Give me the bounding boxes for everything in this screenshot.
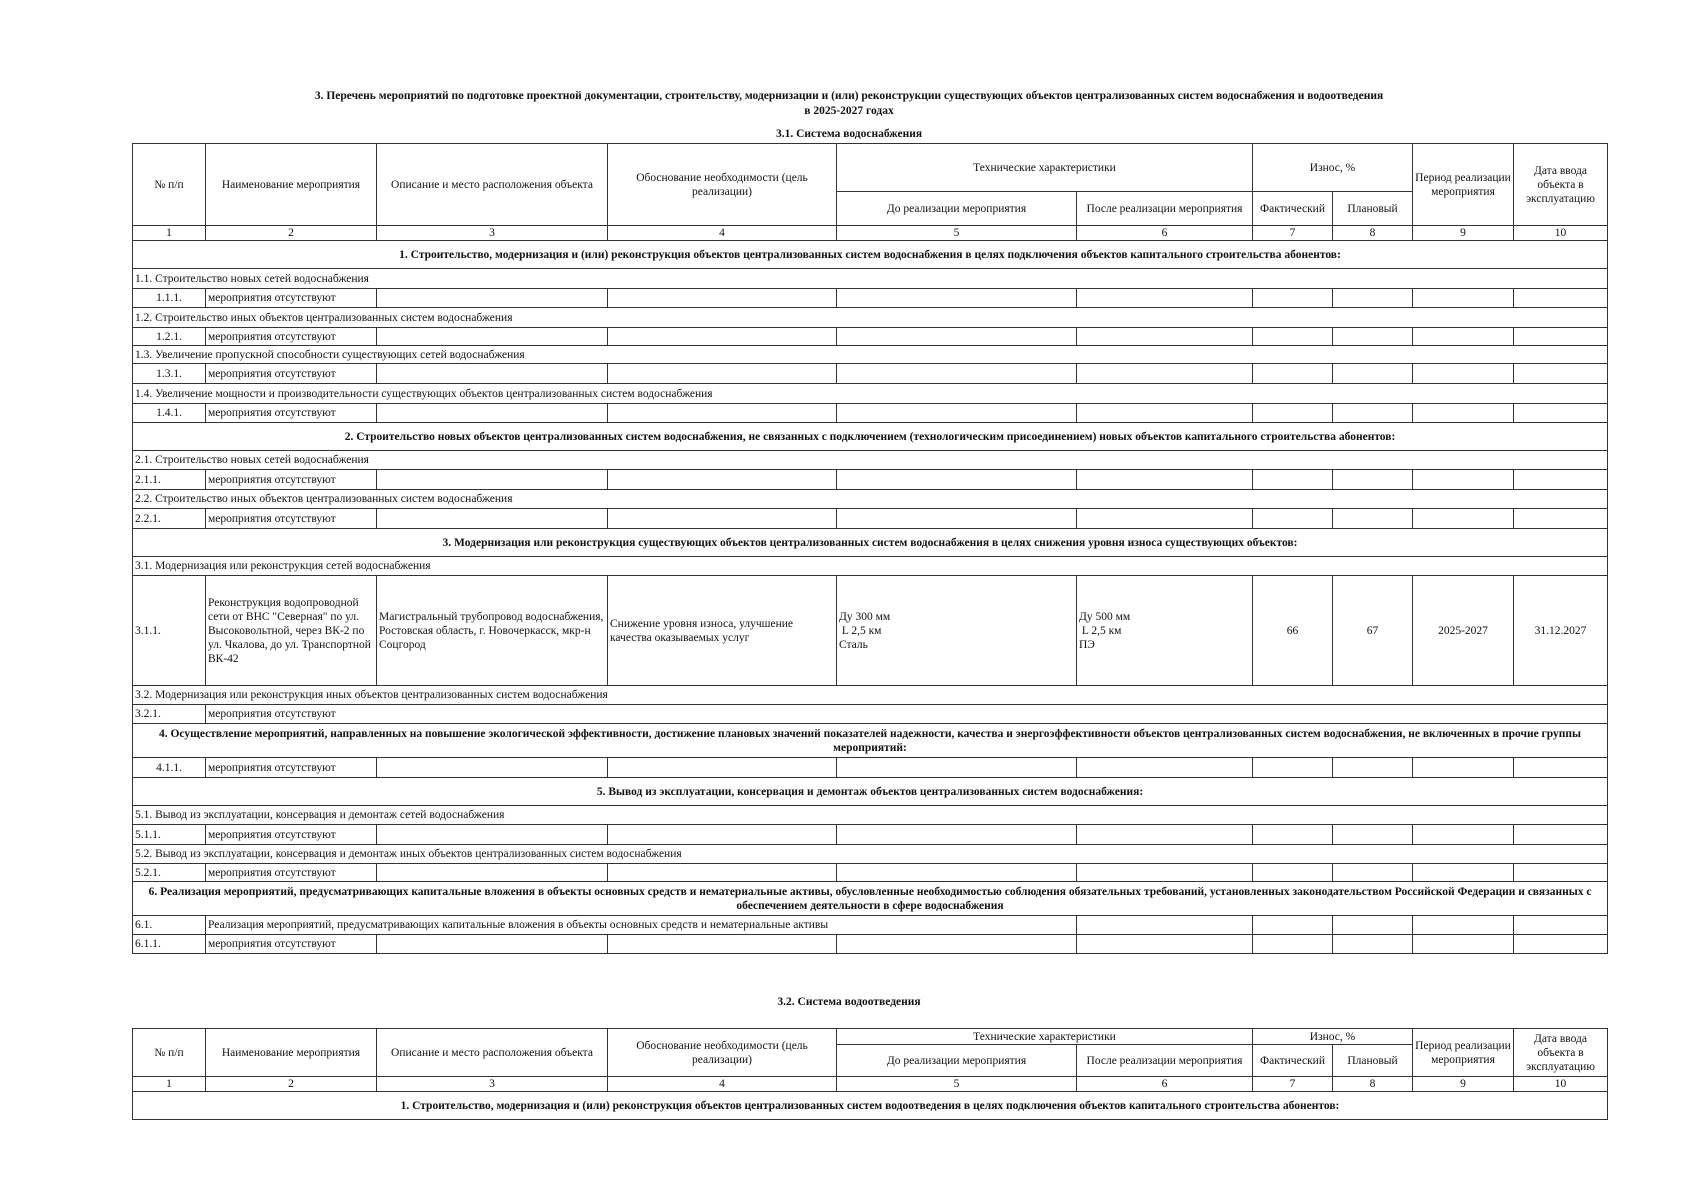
row-number: 1.1.1. <box>133 289 206 308</box>
group-heading: 4. Осуществление мероприятий, направленных на повышение экологической эффективности, достижение плановых значений показателей надежности, качества и энергоэффективности объектов централизованных систем водоснабжения, не включенных в прочие группы мероприятий: <box>133 724 1608 758</box>
row-name: Реализация мероприятий, предусматривающих капитальные вложения в объекты основных средств и нематериальные активы <box>206 916 1077 935</box>
row-period: 2025-2027 <box>1413 576 1514 686</box>
header-tech-before: До реализации мероприятия <box>837 1045 1077 1077</box>
header-num: № п/п <box>133 144 206 226</box>
col-number: 10 <box>1514 1077 1608 1092</box>
group-heading: 6. Реализация мероприятий, предусматривающих капитальные вложения в объекты основных средств и нематериальные активы, обусловленные необходимостью соблюдения обязательных требований, установленных законодательством Российской Федерации и связанных с обеспечением деятельности в сфере водоснабжения <box>133 882 1608 916</box>
row-number: 2.2.1. <box>133 509 206 529</box>
header-description: Описание и место расположения объекта <box>377 1029 608 1077</box>
header-wear: Износ, % <box>1253 1029 1413 1045</box>
col-number: 1 <box>133 226 206 241</box>
col-number: 8 <box>1333 226 1413 241</box>
tech-after-diameter: Ду 500 мм <box>1079 610 1131 623</box>
row-commission: 31.12.2027 <box>1514 576 1608 686</box>
col-number: 6 <box>1077 1077 1253 1092</box>
col-number: 4 <box>608 226 837 241</box>
header-justification: Обоснование необходимости (цель реализации) <box>608 1029 837 1077</box>
col-number: 10 <box>1514 226 1608 241</box>
row-number: 5.2.1. <box>133 864 206 882</box>
header-description: Описание и место расположения объекта <box>377 144 608 226</box>
row-name: мероприятия отсутствуют <box>206 470 377 490</box>
row-name: мероприятия отсутствуют <box>206 705 1608 724</box>
document-title-line2: в 2025-2027 годах <box>804 105 894 117</box>
header-tech: Технические характеристики <box>837 144 1253 192</box>
row-number: 3.1.1. <box>133 576 206 686</box>
row-tech-after <box>1077 576 1253 686</box>
header-wear-planned: Плановый <box>1333 192 1413 226</box>
row-description: Магистральный трубопровод водоснабжения, Ростовская область, г. Новочеркасск, мкр-н Соцгород <box>377 576 608 686</box>
header-tech-before: До реализации мероприятия <box>837 192 1077 226</box>
col-number: 3 <box>377 226 608 241</box>
tech-before-diameter: Ду 300 мм <box>839 610 891 623</box>
row-number: 5.1.1. <box>133 825 206 845</box>
row-name: мероприятия отсутствуют <box>206 864 377 882</box>
row-name: мероприятия отсутствуют <box>206 935 377 954</box>
header-wear: Износ, % <box>1253 144 1413 192</box>
row-number: 1.2.1. <box>133 328 206 346</box>
group-heading: 1. Строительство, модернизация и (или) реконструкция объектов централизованных систем водоснабжения в целях подключения объектов капитального строительства абонентов: <box>133 241 1608 269</box>
row-number: 4.1.1. <box>133 758 206 778</box>
group-heading: 1. Строительство, модернизация и (или) реконструкция объектов централизованных систем водоотведения в целях подключения объектов капитального строительства абонентов: <box>133 1092 1608 1120</box>
group-heading: 3. Модернизация или реконструкция существующих объектов централизованных систем водоснабжения в целях снижения уровня износа существующих объектов: <box>133 529 1608 557</box>
group-heading: 5. Вывод из эксплуатации, консервация и демонтаж объектов централизованных систем водоснабжения: <box>133 778 1608 806</box>
tech-after-length: L 2,5 км <box>1079 624 1122 637</box>
subsection-heading: 1.2. Строительство иных объектов централизованных систем водоснабжения <box>133 308 1608 328</box>
tech-before-material: Сталь <box>839 638 868 651</box>
col-number: 5 <box>837 1077 1077 1092</box>
subsection-heading: 2.2. Строительство иных объектов централизованных систем водоснабжения <box>133 490 1608 509</box>
row-number: 6.1. <box>133 916 206 935</box>
section-title-water: 3.1. Система водоснабжения <box>775 128 923 140</box>
col-number: 1 <box>133 1077 206 1092</box>
subsection-heading: 3.1. Модернизация или реконструкция сетей водоснабжения <box>133 557 1608 576</box>
header-commission: Дата ввода объекта в эксплуатацию <box>1514 144 1608 226</box>
row-name: Реконструкция водопроводной сети от ВНС "Северная" по ул. Высоковольтной, через ВК-2 по ул. Чкалова, до ул. Транспортной ВК-42 <box>206 576 377 686</box>
header-period: Период реализации мероприятия <box>1413 1029 1514 1077</box>
row-wear-actual: 66 <box>1253 576 1333 686</box>
water-measures-table <box>132 143 1608 954</box>
header-tech-after: После реализации мероприятия <box>1077 1045 1253 1077</box>
header-wear-actual: Фактический <box>1253 192 1333 226</box>
sewer-measures-table <box>132 1028 1608 1120</box>
row-name: мероприятия отсутствуют <box>206 758 377 778</box>
header-wear-planned: Плановый <box>1333 1045 1413 1077</box>
header-wear-actual: Фактический <box>1253 1045 1333 1077</box>
header-commission: Дата ввода объекта в эксплуатацию <box>1514 1029 1608 1077</box>
row-name: мероприятия отсутствуют <box>206 289 377 308</box>
subsection-heading: 2.1. Строительство новых сетей водоснабжения <box>133 451 1608 470</box>
col-number: 7 <box>1253 226 1333 241</box>
row-justification: Снижение уровня износа, улучшение качества оказываемых услуг <box>608 576 837 686</box>
row-name: мероприятия отсутствуют <box>206 364 377 384</box>
col-number: 6 <box>1077 226 1253 241</box>
row-name: мероприятия отсутствуют <box>206 404 377 423</box>
subsection-heading: 3.2. Модернизация или реконструкция иных объектов централизованных систем водоснабжения <box>133 686 1608 705</box>
row-name: мероприятия отсутствуют <box>206 328 377 346</box>
row-name: мероприятия отсутствуют <box>206 509 377 529</box>
row-number: 1.4.1. <box>133 404 206 423</box>
col-number: 4 <box>608 1077 837 1092</box>
row-wear-planned: 67 <box>1333 576 1413 686</box>
header-num: № п/п <box>133 1029 206 1077</box>
row-tech-before <box>837 576 1077 686</box>
row-number: 1.3.1. <box>133 364 206 384</box>
table-row <box>133 576 1608 686</box>
col-number: 2 <box>206 1077 377 1092</box>
tech-after-material: ПЭ <box>1079 638 1095 651</box>
col-number: 9 <box>1413 226 1514 241</box>
col-number: 5 <box>837 226 1077 241</box>
header-tech: Технические характеристики <box>837 1029 1253 1045</box>
tech-before-length: L 2,5 км <box>839 624 882 637</box>
row-number: 6.1.1. <box>133 935 206 954</box>
header-name: Наименование мероприятия <box>206 144 377 226</box>
document-title-line1: 3. Перечень мероприятий по подготовке проектной документации, строительству, модернизации и (или) реконструкции существующих объектов централизованных систем водоснабжения и водоотведения <box>314 90 1384 102</box>
subsection-heading: 1.1. Строительство новых сетей водоснабжения <box>133 269 1608 289</box>
section-title-sewer: 3.2. Система водоотведения <box>777 996 921 1008</box>
header-justification: Обоснование необходимости (цель реализации) <box>608 144 837 226</box>
col-number: 2 <box>206 226 377 241</box>
col-number: 3 <box>377 1077 608 1092</box>
header-tech-after: После реализации мероприятия <box>1077 192 1253 226</box>
row-number: 3.2.1. <box>133 705 206 724</box>
subsection-heading: 5.1. Вывод из эксплуатации, консервация и демонтаж сетей водоснабжения <box>133 806 1608 825</box>
col-number: 8 <box>1333 1077 1413 1092</box>
subsection-heading: 5.2. Вывод из эксплуатации, консервация и демонтаж иных объектов централизованных систем водоснабжения <box>133 845 1608 864</box>
header-name: Наименование мероприятия <box>206 1029 377 1077</box>
group-heading: 2. Строительство новых объектов централизованных систем водоснабжения, не связанных с подключением (технологическим присоединением) новых объектов капитального строительства абонентов: <box>133 423 1608 451</box>
col-number: 9 <box>1413 1077 1514 1092</box>
header-period: Период реализации мероприятия <box>1413 144 1514 226</box>
row-number: 2.1.1. <box>133 470 206 490</box>
subsection-heading: 1.4. Увеличение мощности и производительности существующих объектов централизованных систем водоснабжения <box>133 384 1608 404</box>
subsection-heading: 1.3. Увеличение пропускной способности существующих сетей водоснабжения <box>133 346 1608 364</box>
col-number: 7 <box>1253 1077 1333 1092</box>
row-name: мероприятия отсутствуют <box>206 825 377 845</box>
